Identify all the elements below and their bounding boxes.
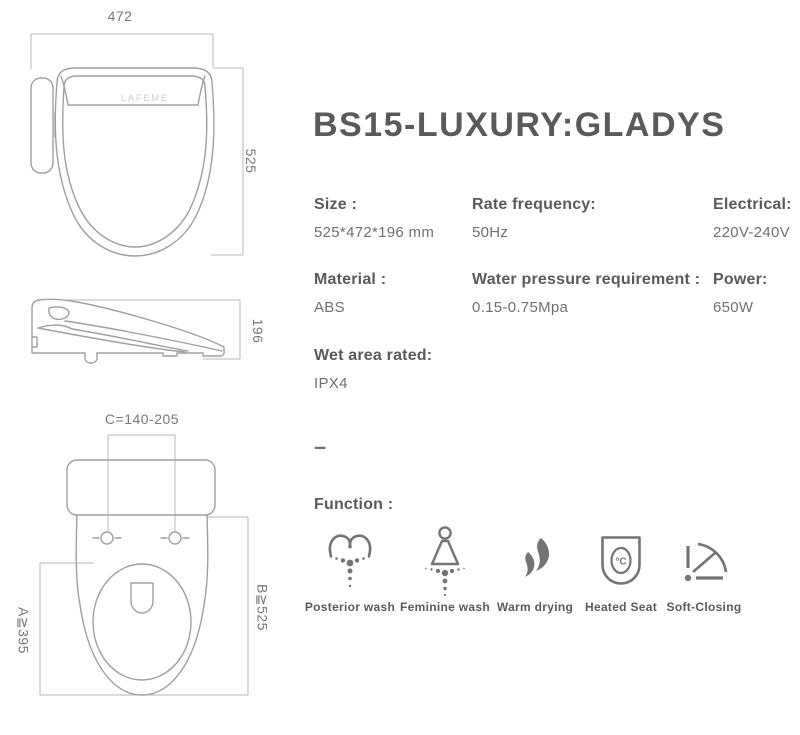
top-view-drawing xyxy=(25,5,285,267)
spec-size-label: Size : xyxy=(314,196,357,213)
function-section-label: Function : xyxy=(314,496,394,513)
dim-min-length-label: A≧395 xyxy=(15,607,32,654)
spec-material-label: Material : xyxy=(314,271,387,288)
dim-hole-spacing-label: C=140-205 xyxy=(104,411,180,427)
top-view-svg xyxy=(25,5,285,267)
dim-width-label: 472 xyxy=(107,8,133,24)
brand-text: LAFEME xyxy=(120,93,170,103)
spec-size-value: 525*472*196 mm xyxy=(314,224,435,241)
installation-drawing xyxy=(10,405,295,717)
spec-water-pressure-label: Water pressure requirement : xyxy=(472,271,701,288)
soft-closing-icon xyxy=(644,524,764,600)
spec-wet-area-label: Wet area rated: xyxy=(314,347,433,364)
spec-material-value: ABS xyxy=(314,299,345,316)
function-label: Heated Seat xyxy=(585,600,657,614)
function-label: Posterior wash xyxy=(304,600,396,614)
function-label: Warm drying xyxy=(496,600,574,614)
dim-height-label: 525 xyxy=(243,148,259,174)
function-item-soft-closing xyxy=(644,524,764,620)
page-title: BS15-LUXURY:GLADYS xyxy=(313,106,726,144)
function-label: Feminine wash xyxy=(400,600,490,614)
dash-separator: – xyxy=(314,434,327,459)
spec-rate-frequency-label: Rate frequency: xyxy=(472,196,596,213)
spec-power-value: 650W xyxy=(713,299,754,316)
spec-electrical-label: Electrical: xyxy=(713,196,792,213)
spec-electrical-value: 220V-240V xyxy=(713,224,790,241)
side-view-svg xyxy=(25,295,285,375)
spec-wet-area-value: IPX4 xyxy=(314,375,348,392)
function-label: Soft-Closing xyxy=(666,600,742,614)
spec-power-label: Power: xyxy=(713,271,768,288)
side-view-drawing xyxy=(25,295,285,375)
dim-min-depth-label: B≧525 xyxy=(254,584,271,631)
spec-water-pressure-value: 0.15-0.75Mpa xyxy=(472,299,569,316)
heated-seat-symbol: °C xyxy=(615,556,627,568)
spec-rate-frequency-value: 50Hz xyxy=(472,224,509,241)
installation-svg xyxy=(10,405,295,717)
dim-depth-label: 196 xyxy=(250,318,266,344)
